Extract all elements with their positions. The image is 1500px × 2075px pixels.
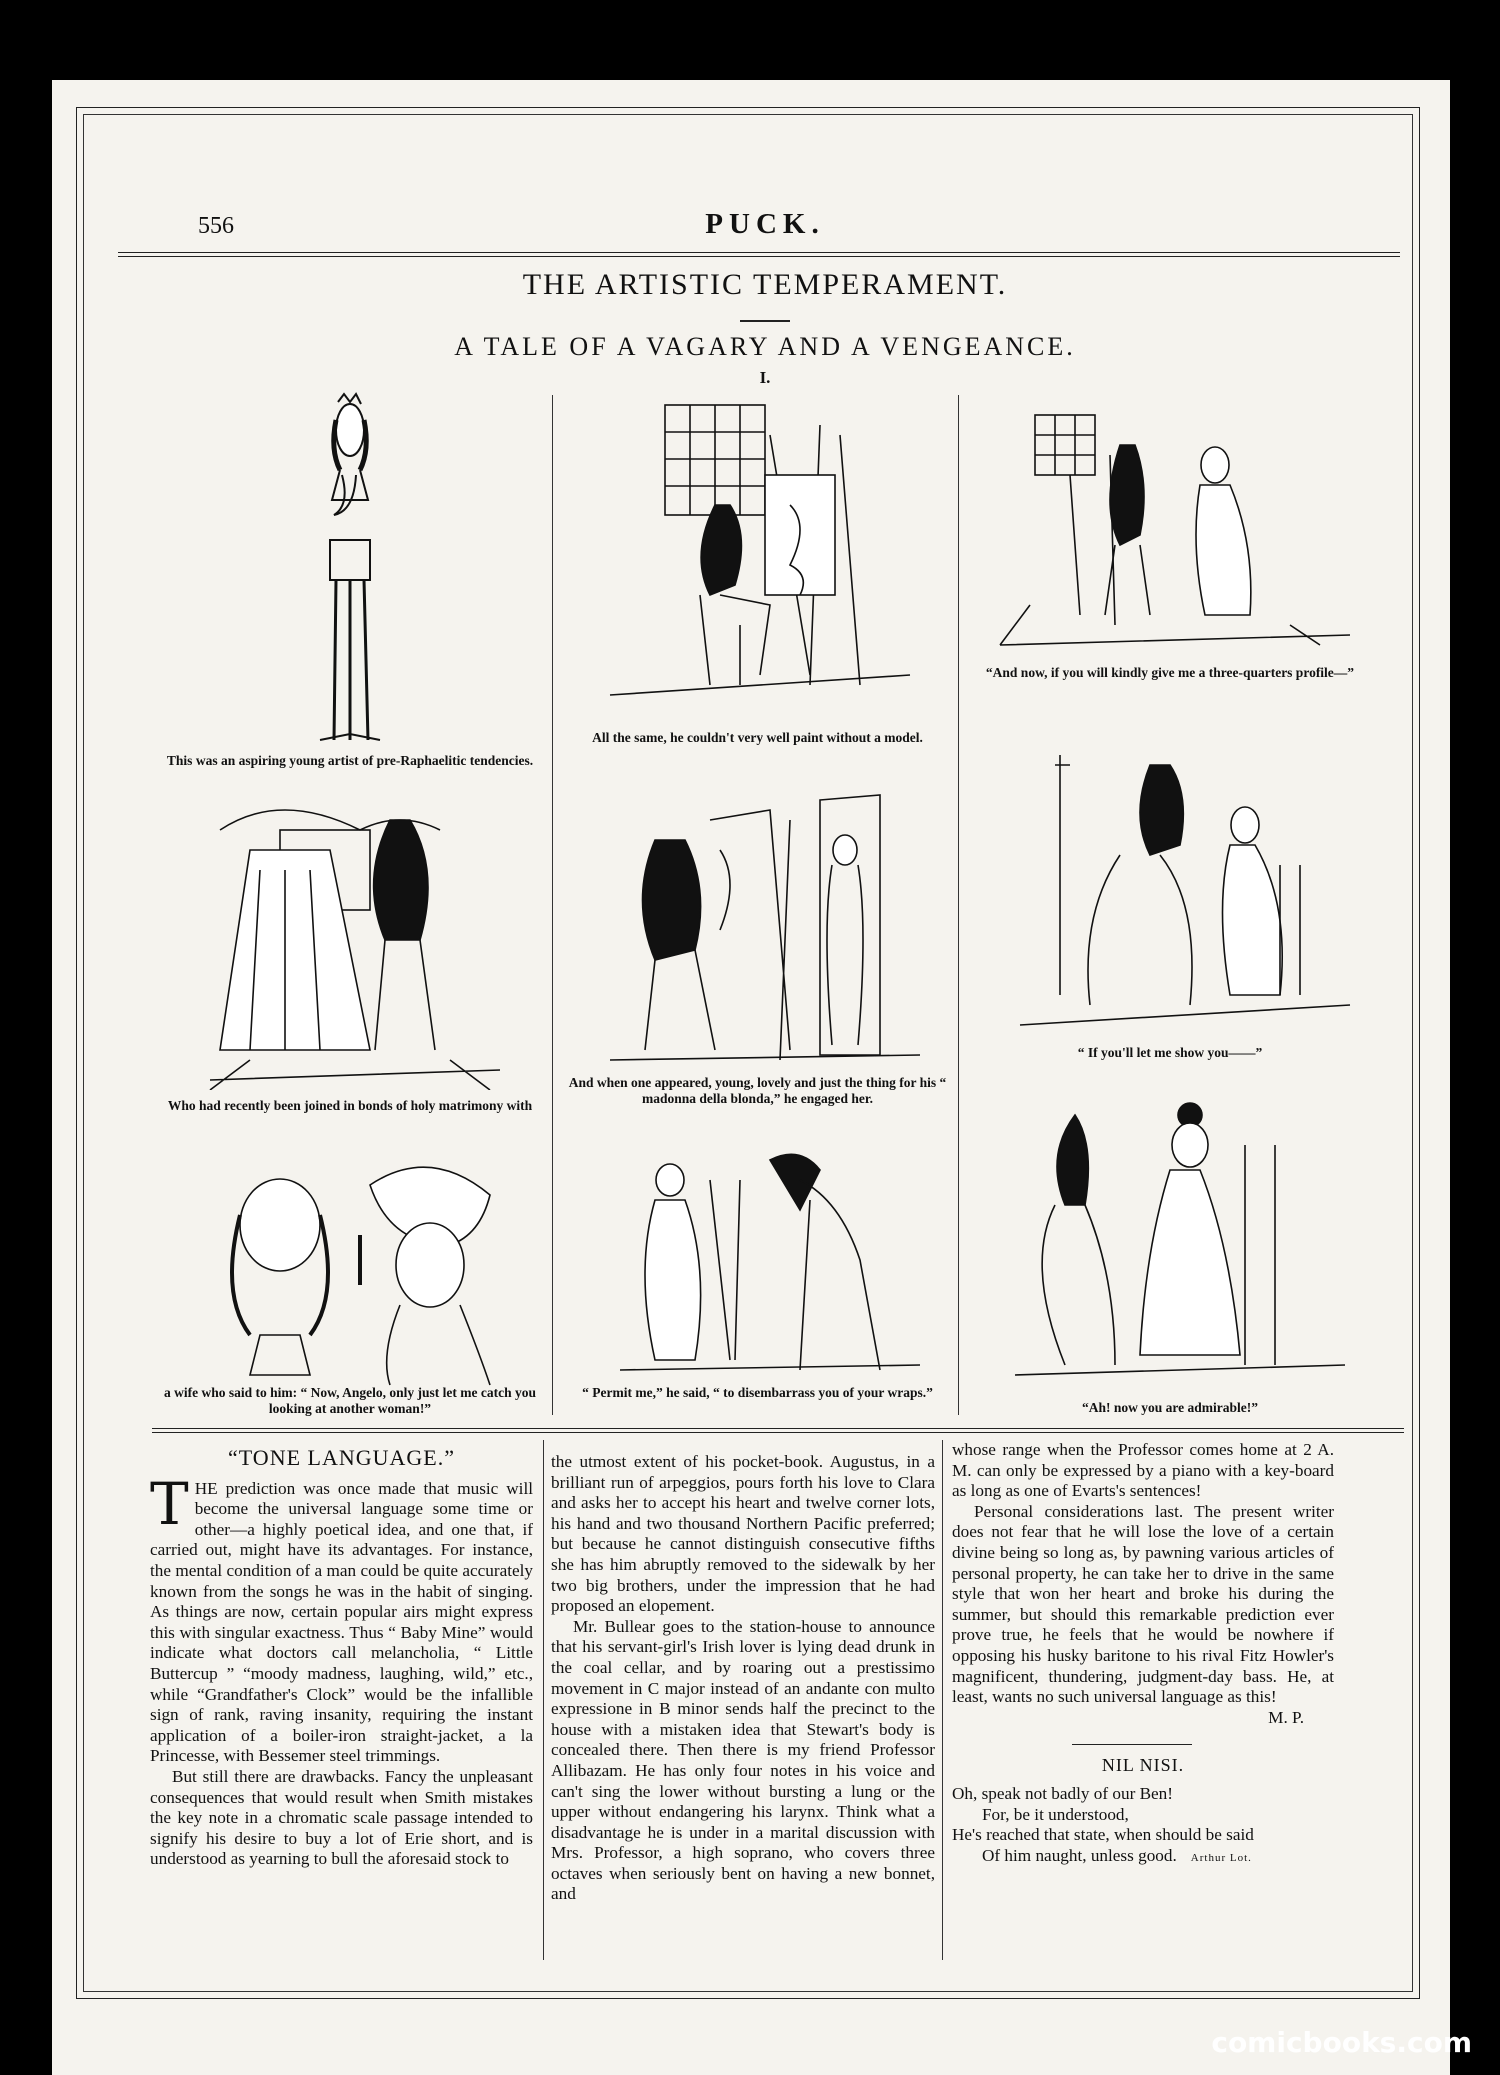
painter-drawing: [590, 395, 940, 715]
poem-line: Oh, speak not badly of our Ben!: [952, 1783, 1174, 1803]
article-dropcap: T: [150, 1469, 189, 1538]
panel-show-you: [1000, 735, 1360, 1035]
panel-divider-right: [958, 395, 959, 1415]
article-paragraph: But still there are drawbacks. Fancy the unpleasant consequences that would result when Smith mistakes the key note in a chromatic scale passage intended to signify his desire to buy a lot of Erie short, and is understood as yearning to bull the aforesaid stock to: [150, 1766, 533, 1869]
panel-wife-warning: [200, 1145, 530, 1390]
panel-artist: [150, 390, 550, 750]
article-divider-left: [543, 1440, 544, 1960]
show-you-drawing: [1000, 735, 1360, 1035]
panel-caption-7: a wife who said to him: “ Now, Angelo, only just let me catch you looking at another woman!”: [164, 1385, 536, 1416]
artist-drawing: [150, 390, 550, 750]
article-divider-right: [942, 1440, 943, 1960]
article-paragraph: HE prediction was once made that music will become the universal language some time or other—a highly poetical idea, and one that, if carried out, might have its advantages. For instance, the mental condition of a man could be quite accurately known from the songs he was in the habit of singing. As things are now, certain popular airs might express this with singular exactness. Thus “ Baby Mine” would indicate what doctors call melancholia, “ Little Buttercup ” “moody madness, laughing, wild,” etc., while “Grandfather's Clock” would be the infallible sign of rank, raving insanity, requiring the instant application of a boiler-iron straight-jacket, a la Princesse, with Bessemer steel trimmings.: [150, 1478, 533, 1766]
model-pose-drawing: [990, 395, 1360, 655]
panel-caption-6: “ If you'll let me show you——”: [1077, 1045, 1263, 1060]
masthead: PUCK.: [705, 208, 825, 240]
panel-caption-2: All the same, he couldn't very well paint without a model.: [592, 730, 923, 745]
wraps-drawing: [610, 1140, 930, 1380]
panel-divider-left: [552, 395, 553, 1415]
poem-title: NIL NISI.: [1101, 1755, 1185, 1776]
article-column-3: [952, 1440, 1334, 1868]
article-column-1: [150, 1446, 533, 1870]
panel-admirable: [1005, 1085, 1355, 1385]
panel-caption-3: “And now, if you will kindly give me a three-quarters profile—”: [985, 665, 1355, 680]
cartoon-title: THE ARTISTIC TEMPERAMENT.: [522, 268, 1008, 301]
article-rule: [152, 1428, 1404, 1429]
article-heading: “TONE LANGUAGE.”: [228, 1445, 455, 1470]
wife-warning-drawing: [200, 1145, 530, 1390]
model-arrives-drawing: [600, 790, 930, 1070]
article-paragraph: Personal considerations last. The present writer does not fear that he will lose the love of a certain divine being so long as, by pawning various articles of personal property, he can take her to drive in the same style that won her heart and broke his during the summer, but should this remarkable prediction ever prove true, he feels that he would be nowhere if opposing his husky baritone to his rival Fitz Howler's magnificent, thundering, judgment-day bass. He, at least, wants no such universal language as this!: [952, 1501, 1334, 1707]
panel-caption-5: And when one appeared, young, lovely and just the thing for his “ madonna della blonda,” he engaged her.: [568, 1075, 947, 1106]
article-paragraph: whose range when the Professor comes home at 2 A. M. can only be expressed by a piano with a key-board as long as one of Evarts's sentences!: [952, 1440, 1334, 1501]
article-column-2: [551, 1452, 935, 1905]
panel-caption-8: “ Permit me,” he said, “ to disembarrass you of your wraps.”: [582, 1385, 933, 1400]
admirable-drawing: [1005, 1085, 1355, 1385]
panel-caption-9: “Ah! now you are admirable!”: [1081, 1400, 1258, 1415]
poem: [952, 1755, 1334, 1868]
poem-line: He's reached that state, when should be said: [952, 1825, 1254, 1845]
panel-caption-4: Who had recently been joined in bonds of holy matrimony with: [167, 1098, 533, 1113]
panel-wedding: [190, 790, 520, 1090]
cartoon-subtitle: A TALE OF A VAGARY AND A VENGEANCE.: [454, 332, 1076, 361]
article-paragraph: the utmost extent of his pocket-book. Augustus, in a brilliant run of arpeggios, pours forth his love to Clara and asks her to accept his heart and twelve corner lots, his hand and two thousand Northern Pacific preferred; but because he cannot distinguish consecutive fifths she has him abruptly removed to the sidewalk by her two big brothers, under the impression that he had proposed an elopement.: [551, 1452, 935, 1616]
part-number: I.: [759, 368, 771, 387]
article-paragraph: Mr. Bullear goes to the station-house to announce that his servant-girl's Irish lover is lying dead drunk in the coal cellar, and by roaring out a prestissimo movement in C major instead of an andante con multo expressione in B minor sends half the precinct to the house with a mistaken idea that Stewart's body is concealed there. Then there is my friend Professor Allibazam. He has only four notes in his voice and can't sing the lower without bursting a lung or the upper without endangering his larynx. Think what a disadvantage he is under in a marital discussion with Mrs. Professor, a high soprano, who covers three octaves when seriously bent on having a new bonnet, and: [551, 1616, 935, 1904]
wedding-drawing: [190, 790, 520, 1090]
poem-line: For, be it understood,: [982, 1804, 1129, 1824]
header-rule: [118, 252, 1400, 253]
panel-painter-at-easel: [590, 395, 940, 715]
poem-author: Arthur Lot.: [1190, 1851, 1252, 1864]
article-signature: M. P.: [1268, 1707, 1304, 1727]
panel-model-arrives: [600, 790, 930, 1070]
panel-wraps: [610, 1140, 930, 1380]
panel-caption-1: This was an aspiring young artist of pre-Raphaelitic tendencies.: [166, 753, 534, 768]
site-watermark: comicbooks.com: [1211, 2026, 1472, 2059]
poem-line: Of him naught, unless good.: [982, 1845, 1177, 1865]
panel-model-pose: [990, 395, 1360, 655]
page-number: 556: [198, 213, 234, 239]
